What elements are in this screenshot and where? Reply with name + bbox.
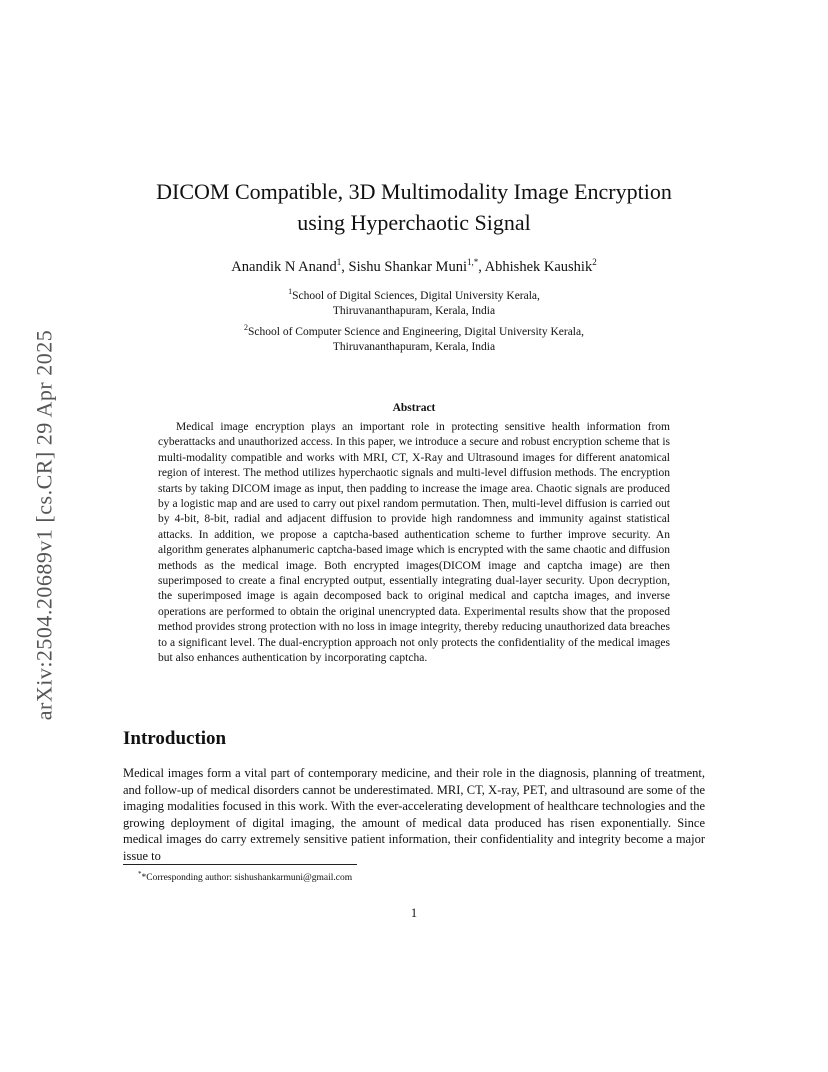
author-list: Anandik N Anand$^1$, Sishu Shankar Muni$^{1,*}$, Abhishek Kaushik$^2$ [231,257,597,275]
abstract-text: Medical image encryption plays an important role in protecting sensitive health information from cyberattacks and unauthorized access. In this paper, we introduce a secure and robust encryption scheme that is multi-modality compatible and works with MRI, CT, X-Ray and Ultrasound images for different anatomical region of interest. The method utilizes hyperchaotic signals and multi-level diffusion methods. The encryption starts by taking DICOM image as input, then padding to increase the image area. Chaotic signals are produced by a logistic map and are used to carry out pixel random permutation. Then, multi-level diffusion is carried out by 4-bit, 8-bit, radial and adjacent diffusion to provide high randomness and immunity against statistical attacks. In addition, we propose a captcha-based authentication scheme to further improve security. An algorithm generates alphanumeric captcha-based image which is encrypted with the same chaotic and diffusion methods as the medical image. Both encrypted images(DICOM image and captcha image) are then superimposed to create a final encrypted output, essentially integrating dual-layer security. Upon decryption, the superimposed image is again decomposed back to original medical and captcha images, and inverse operations are performed to obtain the original unencrypted data. Experimental results show that the proposed method provides strong protection with no loss in image integrity, thereby reducing unauthorized data breaches to a significant level. The dual-encryption approach not only protects the confidentiality of the medical images but also enhances authentication by incorporating captcha. [158,421,670,665]
title-line-2: using Hyperchaotic Signal [297,210,531,235]
author-affiliation-marker: 2 [592,257,597,267]
title-line-1: DICOM Compatible, 3D Multimodality Image Encryption [156,179,672,204]
affiliation-2-line-1 [160,320,668,340]
affiliation-1-line-2: Thiruvananthapuram, Kerala, India [332,305,496,318]
affiliation-list [160,284,668,356]
affiliation-marker: 1 [288,287,293,296]
footnote-text: *Corresponding author: sishushankarmuni@gmail.com [141,873,353,884]
affiliation-text: School of Computer Science and Engineering, Digital University Kerala, [248,325,584,338]
paper-title [120,176,708,238]
affiliation-2-line-2: Thiruvananthapuram, Kerala, India [332,341,496,354]
arxiv-identifier-text: arXiv:2504.20689v1 [cs.CR] 29 Apr 2025 [31,329,56,721]
author-affiliation-marker: 1 [336,257,342,267]
author-name: Anandik N Anand [231,258,337,275]
author-name: Sishu Shankar Muni [348,258,467,275]
footnote-divider [123,864,357,865]
page-number: 1 [410,906,418,920]
author-name: Abhishek Kaushik [484,258,593,275]
section-heading-introduction: Introduction [123,728,227,749]
author-affiliation-marker: 1,* [466,257,479,267]
footnote [138,868,352,885]
footnote-marker: * [138,870,142,878]
abstract-heading: Abstract [392,402,436,414]
affiliation-text: School of Digital Sciences, Digital University Kerala, [292,289,540,302]
introduction-text: Medical images form a vital part of contemporary medicine, and their role in the diagnosis, planning of treatment, and follow-up of medical disorders cannot be underestimated. MRI, CT, X-ray, PET, and ultrasound are some of the imaging modalities focused in this work. With the ever-accelerating development of healthcare technologies and the growing deployment of digital imaging, the amount of medical data produced has risen exponentially. Since medical images do carry extremely sensitive patient information, their confidentiality and integrity become a major issue to [123,766,705,863]
arxiv-identifier-stamp[interactable] [24,290,64,760]
affiliation-marker: 2 [244,322,249,332]
affiliation-1-line-1 [160,284,668,304]
